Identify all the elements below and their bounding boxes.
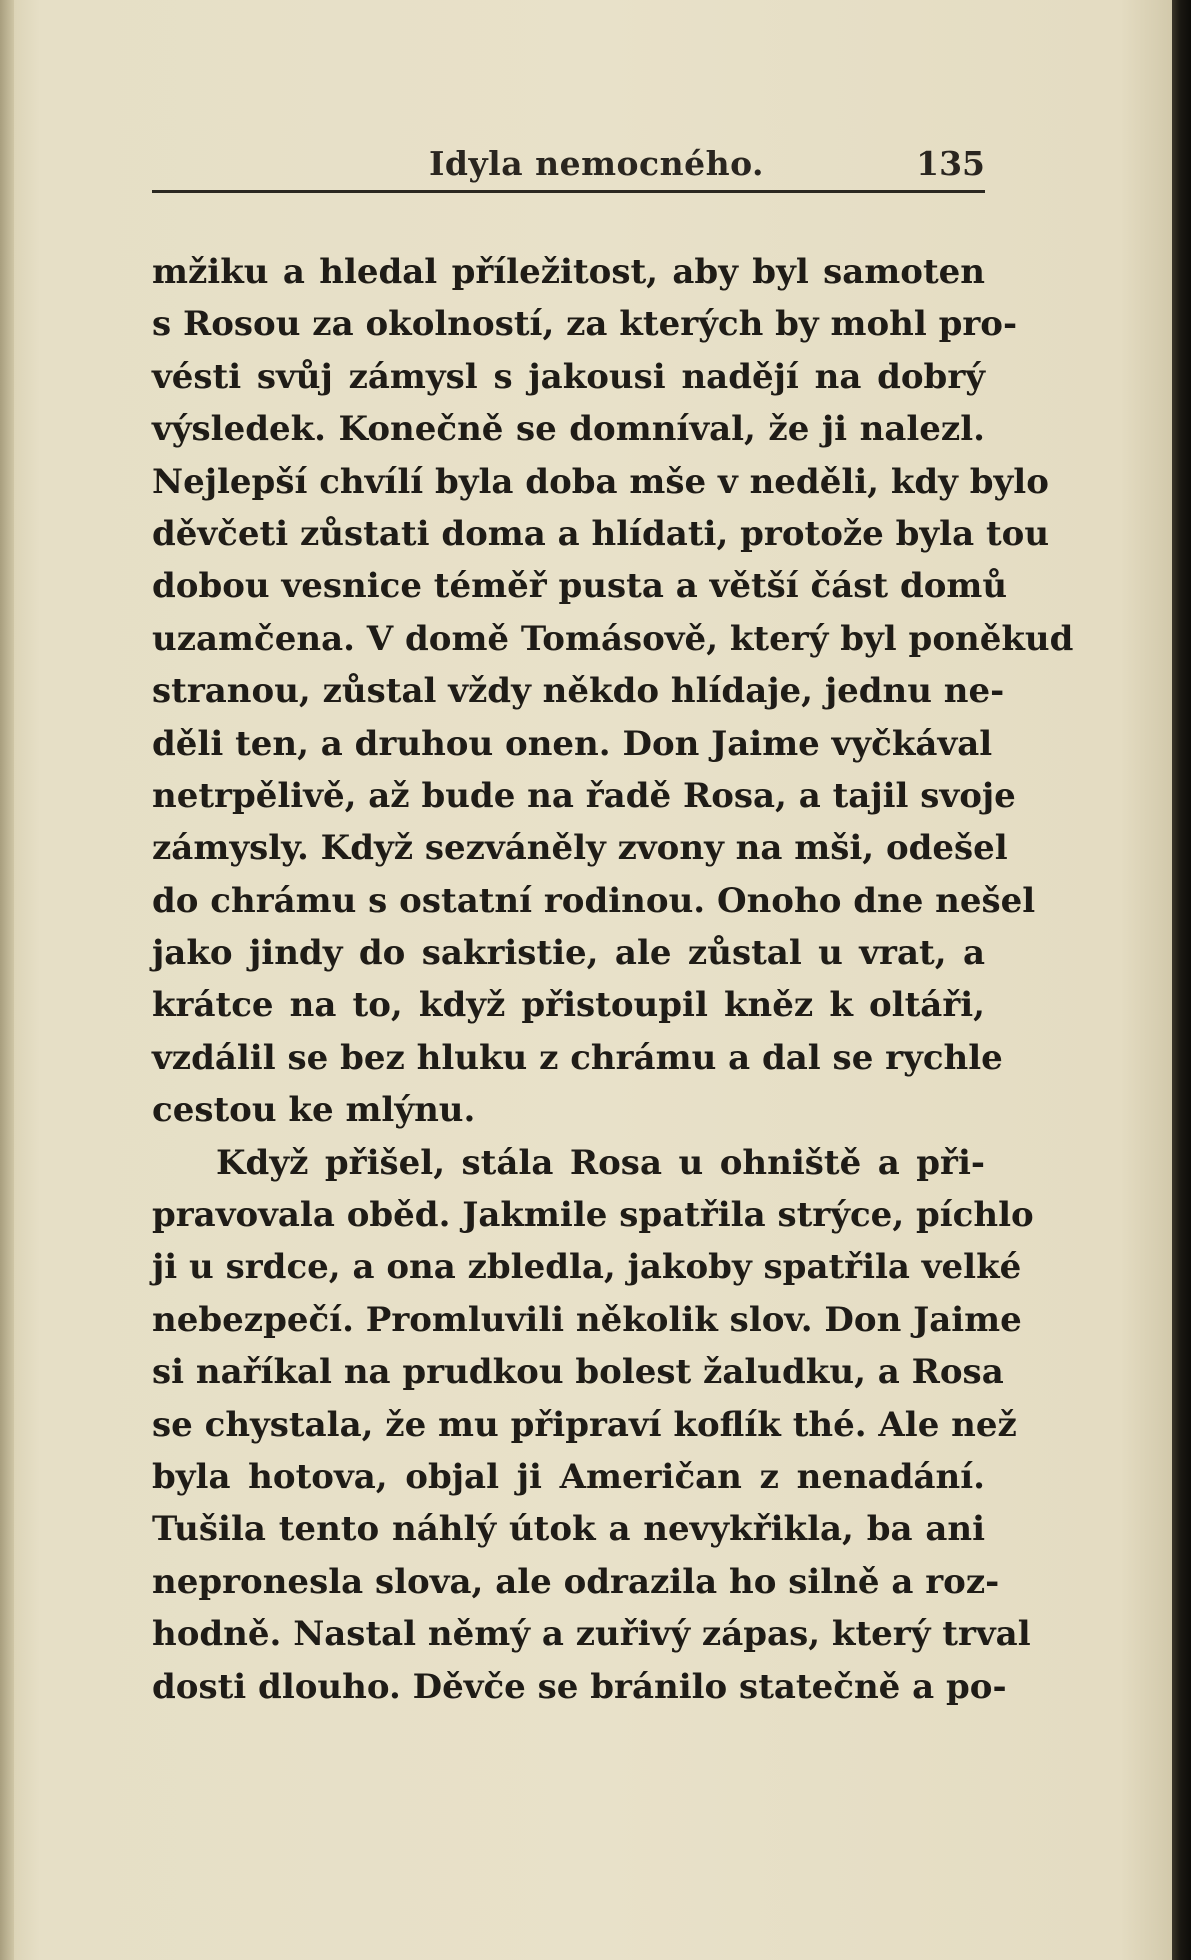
text-line: děvčeti zůstati doma a hlídati, protože byla tou <box>152 513 1050 554</box>
text-line: si naříkal na prudkou bolest žaludku, a Rosa <box>152 1352 1004 1393</box>
text-line: nebezpečí. Promluvili několik slov. Don Jaime <box>152 1299 1022 1340</box>
text-line: uzamčena. V domě Tomásově, který byl poněkud <box>152 618 1074 659</box>
text-line: s Rosou za okolností, za kterých by mohl pro- <box>152 304 1018 345</box>
text-line: dobou vesnice téměř pusta a větší část domů <box>152 566 1008 607</box>
text-line: Nejlepší chvílí byla doba mše v neděli, kdy bylo <box>152 461 1049 502</box>
text-line: dosti dlouho. Děvče se bránilo statečně a po- <box>152 1666 1007 1707</box>
body-text <box>152 246 1074 1713</box>
text-line: Když přišel, stála Rosa u ohniště a při- <box>216 1142 985 1183</box>
text-line: se chystala, že mu připraví koflík thé. Ale než <box>152 1404 1017 1445</box>
text-line: krátce na to, když přistoupil kněz k oltáři, <box>152 985 985 1026</box>
text-line: nepronesla slova, ale odrazila ho silně a roz- <box>152 1561 1000 1602</box>
page-binding-shadow <box>0 0 14 1960</box>
text-line: netrpělivě, až bude na řadě Rosa, a tajil svoje <box>152 775 1016 816</box>
text-line: Tušila tento náhlý útok a nevykřikla, ba ani <box>152 1509 985 1550</box>
text-line: vésti svůj zámysl s jakousi nadějí na dobrý <box>152 356 985 397</box>
text-line: zámysly. Když sezváněly zvony na mši, odešel <box>152 828 1008 869</box>
text-line: byla hotova, objal ji Američan z nenadání. <box>152 1456 985 1497</box>
text-line: hodně. Nastal němý a zuřivý zápas, který trval <box>152 1614 1031 1655</box>
page-edge-shadow <box>1172 0 1191 1960</box>
text-line: výsledek. Konečně se domníval, že ji nalezl. <box>152 409 985 450</box>
text-line: vzdálil se bez hluku z chrámu a dal se rychle <box>152 1037 1003 1078</box>
text-line: děli ten, a druhou onen. Don Jaime vyčkával <box>152 723 993 764</box>
page-number: 135 <box>916 144 985 183</box>
text-line: mžiku a hledal příležitost, aby byl samoten <box>152 252 985 292</box>
page-header <box>152 132 985 192</box>
header-rule <box>152 190 985 193</box>
text-line: pravovala oběd. Jakmile spatřila strýce, píchlo <box>152 1195 1034 1236</box>
text-line: jako jindy do sakristie, ale zůstal u vrat, a <box>152 933 985 974</box>
text-line: do chrámu s ostatní rodinou. Onoho dne nešel <box>152 880 1036 921</box>
running-head: Idyla nemocného. <box>429 144 765 183</box>
text-line: ji u srdce, a ona zbledla, jakoby spatřila velké <box>152 1247 1022 1288</box>
text-line: cestou ke mlýnu. <box>152 1090 476 1131</box>
text-line: stranou, zůstal vždy někdo hlídaje, jednu ne- <box>152 671 1005 712</box>
